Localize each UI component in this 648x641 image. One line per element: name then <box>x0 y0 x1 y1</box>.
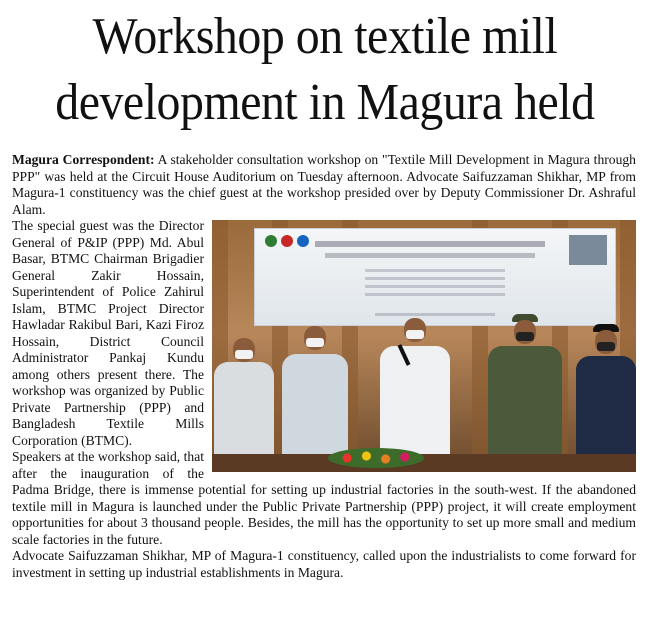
workshop-photo <box>212 220 636 472</box>
person-2 <box>282 322 348 454</box>
article-body <box>12 152 636 581</box>
person-army <box>488 314 562 454</box>
flower-arrangement <box>328 448 424 468</box>
headline <box>26 0 622 136</box>
workshop-banner <box>254 228 616 326</box>
portrait-icon <box>569 235 607 265</box>
photo-scene <box>212 220 636 472</box>
person-1 <box>214 334 274 454</box>
paragraph-3: Speakers at the workshop said, that after the inauguration of the Padma Bridge, there is immense potential for setting up industrial factories in the south-west. If the abandoned textile mill in Magura is launched under the Public Private Partnership (PPP) project, it will create employment opportunities for about 3 thousand people. Besides, the mill has the opportunity to set up more small and medium scale factories in the future. <box>12 449 636 547</box>
paragraph-4: Advocate Saifuzzaman Shikhar, MP of Magura-1 constituency, called upon the industrialists to come forward for investment in setting up industrial establishments in Magura. <box>12 548 636 580</box>
paragraph-1 <box>12 152 636 218</box>
paragraph-1-text: A stakeholder consultation workshop on "Textile Mill Development in Magura through PPP" was held at the Circuit House Auditorium on Tuesday afternoon. Advocate Saifuzzaman Shikhar, MP from Magura-1 constituency was the chief guest at the workshop presided over by Deputy Commissioner Dr. Ashraful Alam. <box>12 152 636 217</box>
paragraph-2: The special guest was the Director General of P&IP (PPP) Md. Abul Basar, BTMC Chairman Brigadier General Zakir Hossain, Superintendent of Police Zahirul Islam, BTMC Project Director Hawladar Rakibul Bari, Kazi Firoz Hossain, District Council Administrator Pankaj Kundu among others present there. The workshop was organized by Public Private Partnership (PPP) and Bangladesh Textile Mills Corporation (BTMC). <box>12 218 204 448</box>
person-police <box>576 324 636 454</box>
headline-line-2: development in Magura held <box>55 74 595 131</box>
byline: Magura Correspondent: <box>12 152 155 167</box>
headline-line-1: Workshop on textile mill <box>92 8 558 65</box>
person-speaker <box>380 314 450 454</box>
